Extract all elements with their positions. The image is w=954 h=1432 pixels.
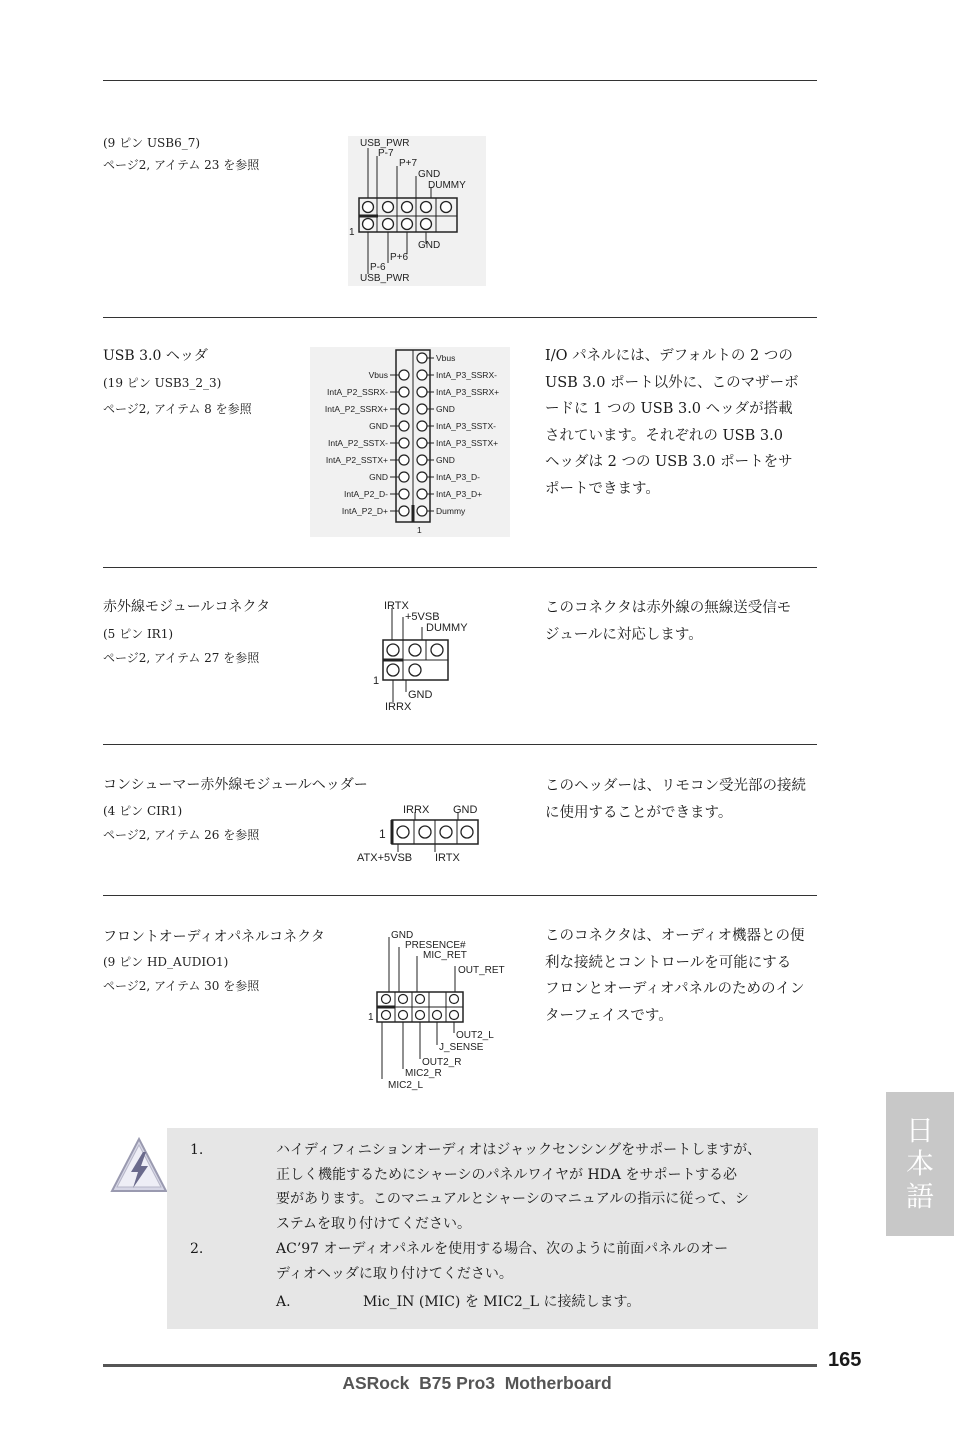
ir-label-pin1: 1 [373, 675, 380, 687]
section3-pin-info: (5 ピン IR1) [103, 627, 174, 641]
language-side-tab [886, 1092, 954, 1236]
cir-header-diagram [355, 800, 490, 866]
usb2-label-usb-pwr-bottom: USB_PWR [360, 273, 410, 284]
usb3-right-label: IntA_P3_SSTX+ [436, 438, 499, 448]
description-line: ジュールに対応します。 [545, 626, 703, 643]
description-line: ードに 1 つの USB 3.0 ヘッダが搭載 [545, 401, 793, 417]
note-1-number: 1. [190, 1142, 204, 1158]
usb3-left-label: GND [369, 421, 388, 431]
description-line: このコネクタは赤外線の無線送受信モ [545, 600, 792, 616]
usb3-header-diagram [310, 347, 510, 537]
usb2-label-usb-pwr-top: USB_PWR [360, 138, 410, 149]
section4-description [545, 773, 820, 826]
ir-label-dummy: DUMMY [426, 622, 468, 634]
section2-description [545, 343, 820, 502]
description-line: USB 3.0 ポート以外に、このマザーボ [545, 374, 799, 391]
usb3-left-label: IntA_P2_SSRX- [327, 387, 388, 397]
audio-label-mic-ret: MIC_RET [423, 950, 467, 961]
cir-label-irtx: IRTX [435, 852, 460, 864]
note-2-sub-text: Mic_IN (MIC) を MIC2_L に接続します。 [363, 1294, 641, 1310]
description-line: ポートできます。 [545, 480, 660, 497]
section5-title: フロントオーディオパネルコネクタ [103, 929, 325, 945]
usb3-right-label: IntA_P3_D- [436, 472, 480, 482]
top-rule [103, 80, 817, 81]
section1-pin-info: (9 ピン USB6_7) [103, 136, 201, 150]
audio-label-out2-r: OUT2_R [422, 1057, 462, 1068]
note-2-number: 2. [190, 1241, 204, 1257]
usb3-right-label: IntA_P3_SSTX- [436, 421, 497, 431]
usb3-right-label: Dummy [436, 506, 466, 516]
usb2-header-diagram [348, 136, 486, 286]
audio-label-mic2-l: MIC2_L [388, 1080, 424, 1091]
note-line: 要があります。このマニュアルとシャーシのマニュアルの指示に従って、シ [276, 1191, 749, 1207]
ir-label-gnd: GND [408, 689, 433, 701]
usb2-label-gnd-bottom: GND [418, 240, 441, 251]
section2-pin-info: (19 ピン USB3_2_3) [103, 376, 222, 390]
page-number: 165 [828, 1349, 862, 1371]
usb3-right-label: Vbus [436, 353, 456, 363]
usb3-left-label: IntA_P2_SSTX+ [325, 455, 388, 465]
cir-label-gnd: GND [453, 804, 478, 816]
section4-page-ref: ページ2, アイテム 26 を参照 [103, 828, 260, 842]
usb2-label-p+6: P+6 [390, 252, 409, 263]
footer-title: ASRock B75 Pro3 Motherboard [342, 1373, 612, 1393]
usb2-label-gnd-top: GND [418, 169, 441, 180]
usb2-label-dummy: DUMMY [428, 180, 466, 191]
section5-page-ref: ページ2, アイテム 30 を参照 [103, 979, 260, 993]
audio-label-presence: PRESENCE# [405, 940, 466, 951]
usb2-label-p+7: P+7 [399, 158, 418, 169]
section2-page-ref: ページ2, アイテム 8 を参照 [103, 402, 252, 416]
ir-label-5vsb: +5VSB [405, 611, 440, 623]
usb3-right-label: GND [436, 455, 455, 465]
audio-label-mic2-r: MIC2_R [405, 1068, 442, 1079]
cir-label-irrx: IRRX [403, 804, 430, 816]
language-side-tab-label: 日本語 [905, 1114, 934, 1213]
section4-pin-info: (4 ピン CIR1) [103, 804, 183, 818]
audio-label-gnd: GND [391, 930, 414, 941]
description-line: 利な接続とコントロールを可能にする [545, 954, 792, 971]
description-line: このコネクタは、オーディオ機器との便 [545, 928, 805, 944]
section3-description [545, 595, 820, 648]
description-line: I/O パネルには、デフォルトの 2 つの [545, 348, 793, 364]
usb3-left-label: IntA_P2_SSRX+ [324, 404, 388, 414]
usb3-right-label: IntA_P3_D+ [436, 489, 483, 499]
description-line: ヘッダは 2 つの USB 3.0 ポートをサ [545, 454, 793, 470]
section1-page-ref: ページ2, アイテム 23 を参照 [103, 158, 260, 172]
usb3-right-label: IntA_P3_SSRX+ [436, 387, 500, 397]
note-line: ステムを取り付けてください。 [276, 1215, 472, 1232]
section4-title: コンシューマー赤外線モジュールヘッダー [103, 777, 368, 793]
note-line: AC’97 オーディオパネルを使用する場合、次のように前面パネルのオー [276, 1241, 729, 1257]
note-line: 正しく機能するためにシャーシのパネルワイヤが HDA をサポートする必 [276, 1166, 738, 1183]
warning-lightning-icon [108, 1136, 170, 1196]
cir-label-atx5vsb: ATX+5VSB [357, 852, 413, 864]
section5-pin-info: (9 ピン HD_AUDIO1) [103, 955, 229, 969]
section2-title: USB 3.0 ヘッダ [103, 348, 208, 364]
section5-description [545, 923, 820, 1029]
section-divider-4 [103, 895, 817, 896]
usb3-right-label: IntA_P3_SSRX- [436, 370, 497, 380]
note-1-text [276, 1138, 761, 1236]
ir-label-irtx: IRTX [384, 600, 409, 612]
note-2-text [276, 1237, 728, 1286]
hd-audio-diagram [365, 927, 515, 1097]
description-line: に使用することができます。 [545, 804, 733, 821]
audio-label-j-sense: J_SENSE [439, 1042, 484, 1053]
note-line: ディオヘッダに取り付けてください。 [276, 1265, 513, 1282]
section-divider-2 [103, 567, 817, 568]
usb3-pin1-label: 1 [417, 525, 422, 535]
usb3-left-label: IntA_P2_D+ [341, 506, 388, 516]
audio-label-pin1: 1 [368, 1012, 374, 1023]
ir-module-diagram [370, 598, 475, 714]
usb2-label-p-7: P-7 [378, 148, 394, 159]
usb3-left-label: IntA_P2_SSTX- [327, 438, 388, 448]
audio-label-out2-l: OUT2_L [456, 1030, 494, 1041]
usb3-left-label: IntA_P2_D- [344, 489, 388, 499]
section3-title: 赤外線モジュールコネクタ [103, 599, 271, 615]
description-line: ターフェイスです。 [545, 1007, 673, 1024]
description-line: このヘッダーは、リモコン受光部の接続 [545, 778, 806, 794]
footer-rule [103, 1364, 817, 1367]
description-line: フロンとオーディオパネルのためのイン [545, 981, 805, 997]
audio-label-out-ret: OUT_RET [458, 965, 505, 976]
usb2-label-p-6: P-6 [370, 262, 386, 273]
usb2-label-pin1: 1 [349, 227, 355, 238]
section-divider-1 [103, 317, 817, 318]
ir-label-irrx: IRRX [385, 701, 412, 713]
note-2-sub-label: A. [276, 1294, 291, 1310]
section3-page-ref: ページ2, アイテム 27 を参照 [103, 651, 260, 665]
cir-label-pin1: 1 [379, 827, 386, 841]
usb3-left-label: GND [369, 472, 388, 482]
description-line: されています。それぞれの USB 3.0 [545, 427, 783, 444]
usb3-right-label: GND [436, 404, 455, 414]
usb3-left-label: Vbus [368, 370, 388, 380]
note-line: ハイディフィニションオーディオはジャックセンシングをサポートしますが、 [276, 1142, 762, 1158]
section-divider-3 [103, 744, 817, 745]
